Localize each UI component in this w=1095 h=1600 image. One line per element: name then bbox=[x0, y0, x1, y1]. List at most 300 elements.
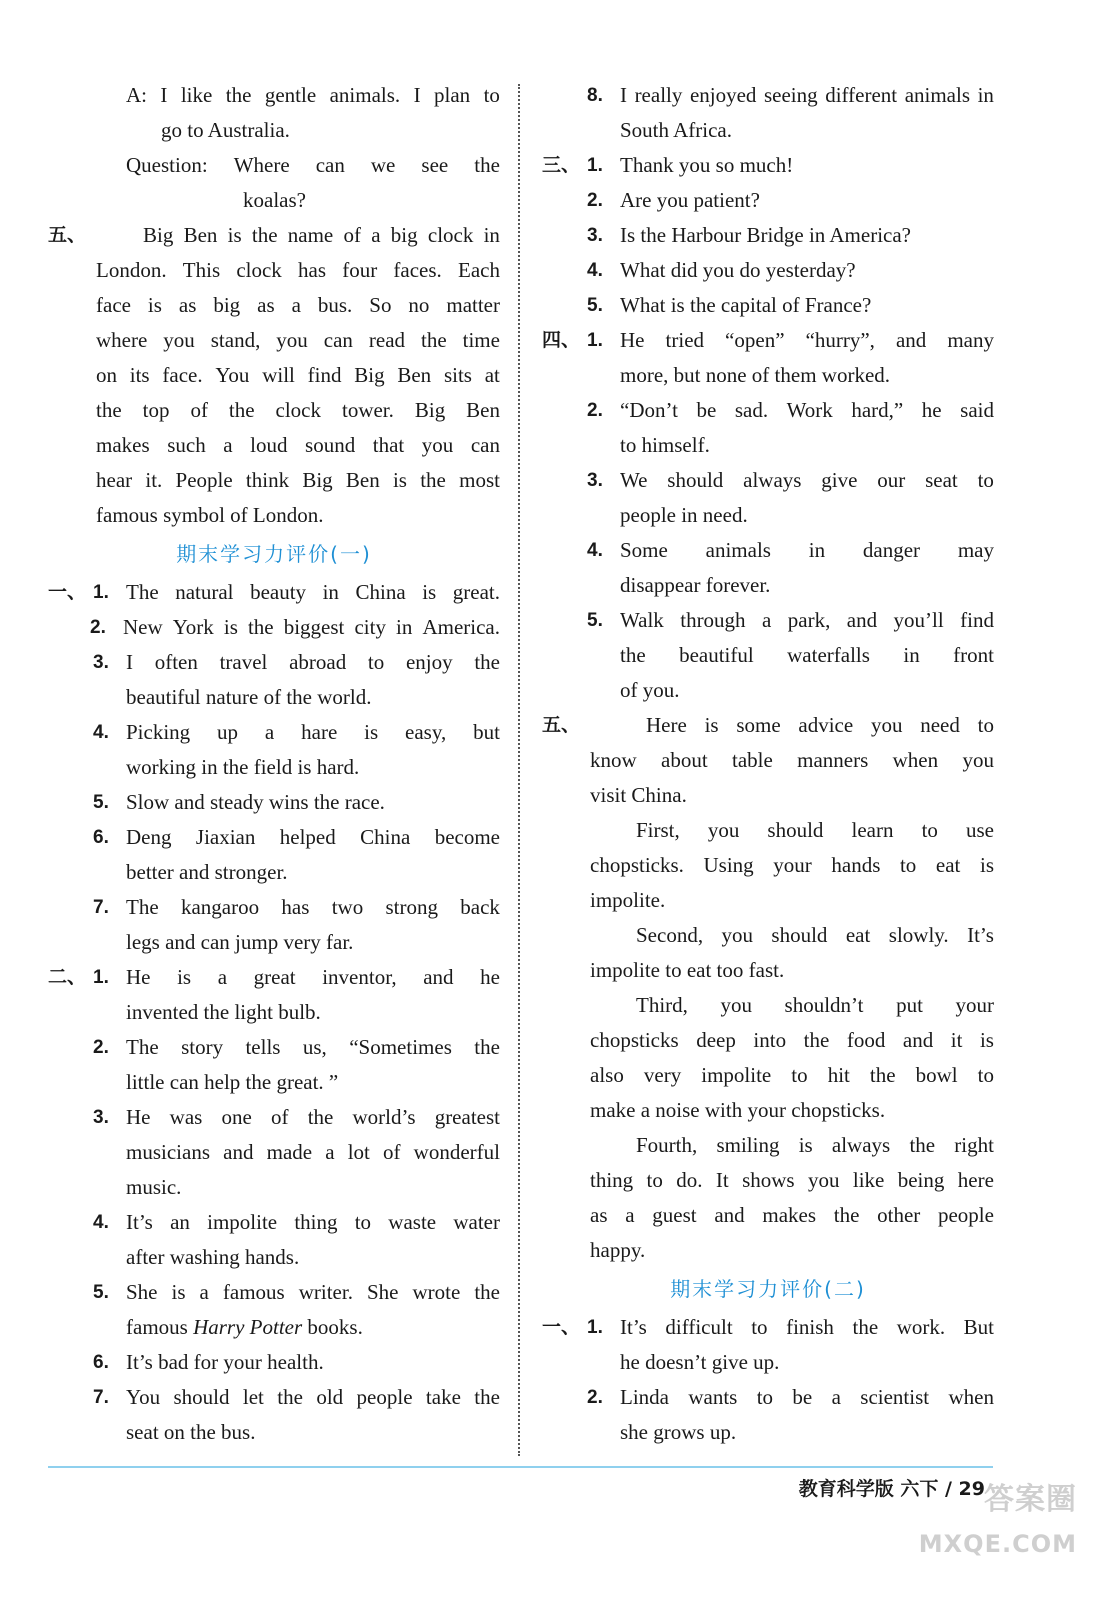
item-number: 2. bbox=[93, 1037, 109, 1058]
word: and bbox=[902, 1028, 934, 1052]
line-text: to himself. bbox=[620, 433, 710, 457]
text-line bbox=[542, 883, 994, 918]
text-line bbox=[48, 1345, 500, 1380]
text-line bbox=[48, 925, 500, 960]
word: natural bbox=[175, 580, 234, 604]
word: animals bbox=[904, 83, 971, 107]
word: clock bbox=[275, 398, 322, 422]
word: loud bbox=[250, 433, 288, 457]
word: was bbox=[169, 1105, 203, 1129]
item-number: 5. bbox=[587, 295, 603, 316]
line-text bbox=[126, 1205, 500, 1240]
word: to bbox=[751, 1315, 768, 1339]
word: Fourth, bbox=[636, 1133, 698, 1157]
text-line bbox=[542, 1023, 994, 1058]
word: the bbox=[474, 1385, 500, 1409]
line-text bbox=[126, 1310, 500, 1345]
line-text bbox=[96, 358, 500, 393]
line-text bbox=[590, 1198, 994, 1233]
word: Walk bbox=[620, 608, 664, 632]
line-text bbox=[620, 78, 994, 113]
text-line bbox=[542, 708, 994, 743]
word: America. bbox=[422, 615, 500, 639]
word: to bbox=[791, 1063, 808, 1087]
word: He bbox=[126, 965, 151, 989]
word: to bbox=[899, 853, 917, 877]
word: to bbox=[977, 468, 994, 492]
word: let bbox=[242, 1385, 264, 1409]
word: through bbox=[680, 608, 746, 632]
line-text bbox=[96, 323, 500, 358]
word: London. bbox=[96, 258, 167, 282]
word: Each bbox=[458, 258, 500, 282]
item-number: 6. bbox=[93, 1352, 109, 1373]
word: is bbox=[177, 965, 192, 989]
word: the bbox=[869, 1063, 896, 1087]
text-line bbox=[48, 995, 500, 1030]
word: travel bbox=[219, 650, 268, 674]
word: “open” bbox=[725, 328, 785, 352]
text-line bbox=[48, 498, 500, 533]
column-divider bbox=[518, 84, 520, 1456]
word: of bbox=[271, 1105, 289, 1129]
line-text bbox=[126, 1100, 500, 1135]
word: tried bbox=[665, 328, 705, 352]
line-text bbox=[143, 218, 500, 253]
word: need bbox=[920, 713, 960, 737]
word: city bbox=[354, 615, 386, 639]
word: the bbox=[247, 615, 274, 639]
word: the bbox=[474, 1035, 500, 1059]
word: abroad bbox=[289, 650, 347, 674]
line-text: happy. bbox=[590, 1238, 646, 1262]
line-text bbox=[126, 1380, 500, 1415]
word: clock bbox=[427, 223, 474, 247]
word: give bbox=[821, 468, 858, 492]
word: the bbox=[833, 1203, 860, 1227]
item-number: 4. bbox=[587, 260, 603, 281]
word: can bbox=[323, 328, 353, 352]
word: you’ll bbox=[893, 608, 944, 632]
line-text bbox=[620, 1310, 994, 1345]
word: you bbox=[870, 713, 903, 737]
word: one bbox=[221, 1105, 252, 1129]
word: waterfalls bbox=[787, 643, 870, 667]
line-text bbox=[126, 148, 500, 183]
text-line bbox=[542, 1310, 994, 1345]
word: people bbox=[937, 1203, 994, 1227]
word: to bbox=[977, 713, 994, 737]
word: clock bbox=[236, 258, 282, 282]
item-number: 2. bbox=[587, 1387, 603, 1408]
word: strong bbox=[385, 895, 438, 919]
word: such bbox=[167, 433, 206, 457]
line-text bbox=[646, 708, 994, 743]
item-number: 5. bbox=[587, 610, 603, 631]
word: Picking bbox=[126, 720, 191, 744]
text-line bbox=[542, 428, 994, 463]
text-line bbox=[48, 1240, 500, 1275]
book-title: Harry Potter bbox=[193, 1315, 303, 1339]
text-line bbox=[542, 183, 994, 218]
line-text bbox=[126, 960, 500, 995]
word: to bbox=[921, 818, 938, 842]
text-line bbox=[48, 610, 500, 645]
word: an bbox=[170, 1210, 190, 1234]
word: So bbox=[369, 293, 392, 317]
line-text: of you. bbox=[620, 678, 680, 702]
word: often bbox=[154, 650, 198, 674]
line-text: go to Australia. bbox=[161, 118, 290, 142]
word: writer. bbox=[298, 1280, 353, 1304]
word: “Don’t bbox=[620, 398, 678, 422]
word: First, bbox=[636, 818, 680, 842]
word: and bbox=[423, 965, 454, 989]
item-number: 1. bbox=[587, 1317, 603, 1338]
watermark-line2: MXQE.COM bbox=[918, 1530, 1077, 1558]
section-marker: 一、 bbox=[48, 581, 87, 603]
word: waste bbox=[388, 1210, 437, 1234]
line-text: Slow and steady wins the race. bbox=[126, 790, 385, 814]
word: Big bbox=[302, 468, 333, 492]
word: He bbox=[126, 1105, 151, 1129]
word: thing bbox=[294, 1210, 338, 1234]
word: has bbox=[298, 258, 327, 282]
item-number: 6. bbox=[93, 827, 109, 848]
word: shouldn’t bbox=[784, 993, 864, 1017]
item-number: 1. bbox=[587, 155, 603, 176]
word: face. bbox=[162, 363, 203, 387]
text-line bbox=[48, 218, 500, 253]
word: difficult bbox=[665, 1315, 733, 1339]
word: Question: bbox=[126, 153, 208, 177]
word: Big bbox=[414, 398, 446, 422]
word: lot bbox=[347, 1140, 370, 1164]
line-text bbox=[126, 1135, 500, 1170]
word: when bbox=[892, 748, 939, 772]
line-text bbox=[96, 463, 500, 498]
text-line bbox=[48, 1415, 500, 1450]
word: The bbox=[126, 580, 159, 604]
text-line bbox=[48, 393, 500, 428]
word: very bbox=[643, 1063, 682, 1087]
word: Big bbox=[143, 223, 174, 247]
text-line bbox=[48, 575, 500, 610]
word: wrote bbox=[412, 1280, 461, 1304]
word: beauty bbox=[250, 580, 307, 604]
line-text bbox=[590, 848, 994, 883]
text-line bbox=[48, 890, 500, 925]
word: the bbox=[474, 650, 500, 674]
word: Here bbox=[646, 713, 687, 737]
left-column bbox=[48, 78, 500, 1450]
word: a bbox=[831, 1385, 841, 1409]
line-text: impolite. bbox=[590, 888, 666, 912]
text-line bbox=[542, 638, 994, 673]
text-line bbox=[48, 113, 500, 148]
line-text: invented the light bulb. bbox=[126, 1000, 321, 1024]
text-line bbox=[48, 960, 500, 995]
word: seat bbox=[925, 468, 958, 492]
word: thing bbox=[590, 1168, 634, 1192]
line-text: working in the field is hard. bbox=[126, 755, 360, 779]
word: when bbox=[948, 1385, 994, 1409]
word: you bbox=[720, 993, 752, 1017]
word: big bbox=[213, 293, 241, 317]
word: be bbox=[696, 398, 717, 422]
word: the bbox=[420, 468, 446, 492]
word: wants bbox=[688, 1385, 738, 1409]
line-text bbox=[636, 1128, 994, 1163]
word: eat bbox=[845, 923, 871, 947]
word: world’s bbox=[352, 1105, 416, 1129]
text-line bbox=[542, 323, 994, 358]
watermark-logo bbox=[919, 1478, 1077, 1566]
word: advice bbox=[798, 713, 854, 737]
line-text: more, but none of them worked. bbox=[620, 363, 891, 387]
text-line bbox=[542, 393, 994, 428]
word: I bbox=[160, 83, 168, 107]
line-text bbox=[126, 645, 500, 680]
word: makes bbox=[762, 1203, 817, 1227]
word: story bbox=[181, 1035, 224, 1059]
line-text bbox=[126, 78, 500, 113]
word: your bbox=[955, 993, 994, 1017]
word: in bbox=[483, 223, 500, 247]
word: manners bbox=[797, 748, 869, 772]
text-line bbox=[542, 288, 994, 323]
text-line bbox=[542, 1058, 994, 1093]
word: about bbox=[661, 748, 708, 772]
word: is bbox=[227, 223, 242, 247]
text-line bbox=[48, 1065, 500, 1100]
text-line bbox=[48, 1205, 500, 1240]
word: Where bbox=[233, 153, 290, 177]
item-number: 3. bbox=[93, 652, 109, 673]
word: It’s bbox=[967, 923, 994, 947]
word: This bbox=[182, 258, 221, 282]
word: a bbox=[625, 1203, 635, 1227]
item-number: 5. bbox=[93, 1282, 109, 1303]
word: in bbox=[396, 615, 413, 639]
line-text: Are you patient? bbox=[620, 188, 760, 212]
word: become bbox=[434, 825, 500, 849]
line-text: little can help the great. ” bbox=[126, 1070, 339, 1094]
line-text: South Africa. bbox=[620, 118, 732, 142]
word: great bbox=[253, 965, 296, 989]
word: hard,” bbox=[851, 398, 904, 422]
word: two bbox=[331, 895, 364, 919]
word: is bbox=[979, 1028, 994, 1052]
word: should bbox=[667, 468, 724, 492]
word: It bbox=[715, 1168, 729, 1192]
text-line bbox=[48, 680, 500, 715]
word: work. bbox=[896, 1315, 946, 1339]
line-text bbox=[96, 288, 500, 323]
line-text: better and stronger. bbox=[126, 860, 288, 884]
text-line bbox=[542, 113, 994, 148]
word: really bbox=[634, 83, 683, 107]
word: old bbox=[316, 1385, 344, 1409]
word: a bbox=[762, 608, 772, 632]
word: different bbox=[825, 83, 898, 107]
line-text bbox=[126, 820, 500, 855]
word: hear bbox=[96, 468, 133, 492]
word: the bbox=[277, 1385, 303, 1409]
word: plan bbox=[434, 83, 471, 107]
word: seeing bbox=[763, 83, 818, 107]
word: a bbox=[199, 1280, 209, 1304]
text-line bbox=[48, 253, 500, 288]
word: back bbox=[460, 895, 500, 919]
word: is bbox=[171, 1280, 186, 1304]
item-number: 3. bbox=[587, 470, 603, 491]
word: I bbox=[620, 83, 627, 107]
word: always bbox=[831, 1133, 891, 1157]
line-text bbox=[620, 1380, 994, 1415]
word: many bbox=[947, 328, 994, 352]
word: he bbox=[921, 398, 942, 422]
word: Jiaxian bbox=[195, 825, 256, 849]
text-line bbox=[542, 1093, 994, 1128]
line-text bbox=[96, 428, 500, 463]
line-text bbox=[620, 323, 994, 358]
item-number: 5. bbox=[93, 792, 109, 813]
text-line bbox=[48, 323, 500, 358]
word: chopsticks bbox=[590, 1028, 679, 1052]
text-line bbox=[48, 1100, 500, 1135]
text-line bbox=[542, 358, 994, 393]
word: we bbox=[370, 153, 396, 177]
word: right bbox=[954, 1133, 994, 1157]
text-line bbox=[48, 785, 500, 820]
line-text bbox=[126, 1275, 500, 1310]
word: “Sometimes bbox=[349, 1035, 452, 1059]
word: helped bbox=[279, 825, 336, 849]
word: to bbox=[977, 1063, 994, 1087]
text-line bbox=[542, 1380, 994, 1415]
item-number: 4. bbox=[93, 722, 109, 743]
item-number: 4. bbox=[93, 1212, 109, 1233]
text-line bbox=[48, 1135, 500, 1170]
word: makes bbox=[96, 433, 150, 457]
line-text: What did you do yesterday? bbox=[620, 258, 856, 282]
word: as bbox=[590, 1203, 608, 1227]
word: be bbox=[792, 1385, 813, 1409]
word: know bbox=[590, 748, 637, 772]
item-number: 3. bbox=[587, 225, 603, 246]
word: to bbox=[354, 1210, 372, 1234]
word: up bbox=[217, 720, 239, 744]
word: kangaroo bbox=[180, 895, 260, 919]
word: park, bbox=[787, 608, 831, 632]
line-text bbox=[620, 638, 994, 673]
footer-rule bbox=[48, 1466, 993, 1468]
word: you bbox=[807, 1168, 840, 1192]
text-line bbox=[48, 1275, 500, 1310]
word: you bbox=[962, 748, 994, 772]
word: of bbox=[383, 1140, 401, 1164]
line-text: It’s bad for your health. bbox=[126, 1350, 324, 1374]
word: a bbox=[264, 720, 275, 744]
item-number: 1. bbox=[93, 582, 109, 603]
word: New bbox=[123, 615, 163, 639]
word: said bbox=[960, 398, 994, 422]
word: think bbox=[245, 468, 290, 492]
word: a bbox=[371, 223, 381, 247]
word: other bbox=[877, 1203, 921, 1227]
line-text: he doesn’t give up. bbox=[620, 1350, 780, 1374]
text-line bbox=[542, 953, 994, 988]
line-text bbox=[126, 715, 500, 750]
text-line bbox=[542, 218, 994, 253]
word: do. bbox=[676, 1168, 703, 1192]
line-text: beautiful nature of the world. bbox=[126, 685, 372, 709]
word: top bbox=[142, 398, 170, 422]
word: York bbox=[172, 615, 214, 639]
word: She bbox=[126, 1280, 158, 1304]
line-text: people in need. bbox=[620, 503, 748, 527]
word: a bbox=[223, 433, 233, 457]
word: guest bbox=[652, 1203, 697, 1227]
word: inventor, bbox=[322, 965, 397, 989]
word: the bbox=[251, 223, 278, 247]
section-marker: 五、 bbox=[48, 224, 87, 246]
word: you bbox=[163, 328, 195, 352]
word: the bbox=[620, 643, 646, 667]
word: Big bbox=[354, 363, 385, 387]
text-line bbox=[542, 918, 994, 953]
word: a bbox=[325, 1140, 335, 1164]
right-column bbox=[542, 78, 994, 1450]
word: see bbox=[421, 153, 449, 177]
word: tower. bbox=[341, 398, 394, 422]
word: our bbox=[877, 468, 906, 492]
line-text: seat on the bus. bbox=[126, 1420, 256, 1444]
item-number: 1. bbox=[93, 967, 109, 988]
word: Ben bbox=[397, 363, 432, 387]
word: shows bbox=[742, 1168, 795, 1192]
word: in bbox=[977, 83, 994, 107]
word: to bbox=[483, 83, 500, 107]
line-text: disappear forever. bbox=[620, 573, 771, 597]
word: and bbox=[223, 1140, 254, 1164]
word: your bbox=[773, 853, 812, 877]
watermark-line1: 答案圈 bbox=[984, 1482, 1077, 1517]
line-text bbox=[126, 1030, 500, 1065]
word: You bbox=[126, 1385, 161, 1409]
word: deep bbox=[696, 1028, 736, 1052]
word: in bbox=[903, 643, 920, 667]
word: hands bbox=[831, 853, 881, 877]
line-text: koalas? bbox=[243, 188, 306, 212]
text-line bbox=[48, 645, 500, 680]
word: slowly. bbox=[888, 923, 949, 947]
word: should bbox=[767, 818, 824, 842]
word: is bbox=[392, 468, 407, 492]
word: should bbox=[173, 1385, 230, 1409]
word: a bbox=[217, 965, 228, 989]
word: China bbox=[355, 580, 406, 604]
word: is bbox=[364, 720, 379, 744]
text-line bbox=[542, 743, 994, 778]
line-text bbox=[126, 890, 500, 925]
word: China bbox=[360, 825, 411, 849]
word: is bbox=[223, 615, 238, 639]
word: Linda bbox=[620, 1385, 669, 1409]
word: The bbox=[126, 895, 159, 919]
text-line bbox=[542, 848, 994, 883]
